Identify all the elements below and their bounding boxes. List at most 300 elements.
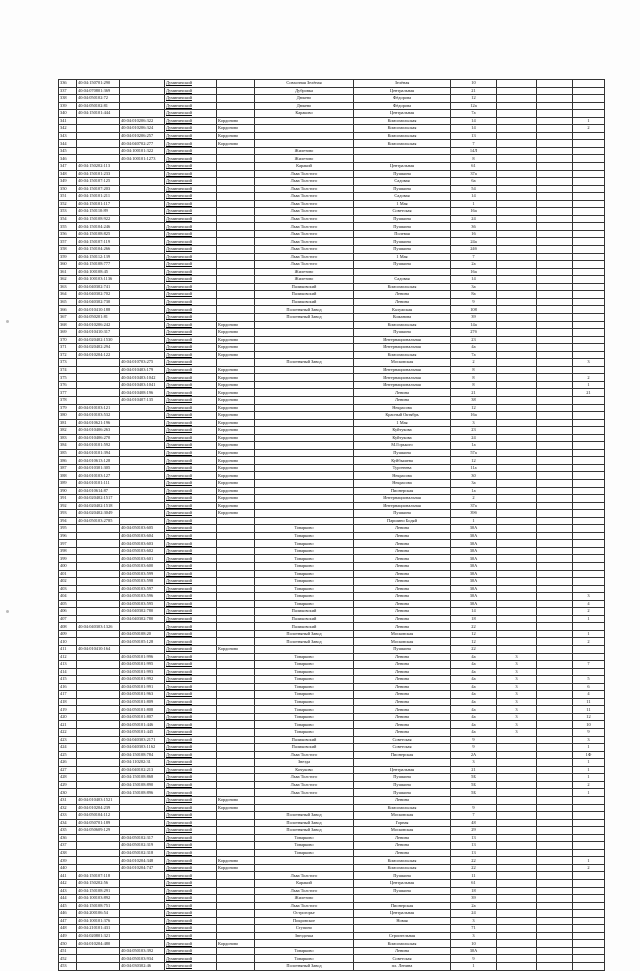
house-number-cell: 3а	[451, 479, 497, 487]
premises-extra-cell	[537, 412, 573, 420]
building-cell	[497, 917, 537, 925]
cadastral-number-building-cell	[77, 389, 120, 397]
cadastral-number-premises-cell	[120, 102, 165, 110]
apartment-cell	[573, 110, 605, 118]
row-number-cell: 421	[59, 721, 77, 729]
row-number-cell: 345	[59, 147, 77, 155]
building-cell	[497, 230, 537, 238]
row-number-cell: 438	[59, 849, 77, 857]
locality-cell	[255, 351, 354, 359]
apartment-cell	[573, 525, 605, 533]
settlement-kordonovo-cell	[217, 547, 255, 555]
cadastral-number-building-cell: 40:04:150101:117	[77, 200, 120, 208]
premises-extra-cell	[537, 819, 573, 827]
settlement-kordonovo-cell	[217, 238, 255, 246]
district-cell: Думиничский	[165, 487, 217, 495]
apartment-cell: 21	[573, 389, 605, 397]
cadastral-number-building-cell: 40:04:150107:203	[77, 185, 120, 193]
settlement-kordonovo-cell	[217, 163, 255, 171]
building-cell	[497, 366, 537, 374]
street-cell: Ленина	[354, 396, 451, 404]
cadastral-number-building-cell	[77, 781, 120, 789]
table-row	[59, 925, 605, 933]
street-cell: Ленина	[354, 563, 451, 571]
settlement-kordonovo-cell: Кордоново	[217, 419, 255, 427]
house-number-cell: 7	[451, 812, 497, 820]
apartment-cell	[573, 102, 605, 110]
settlement-kordonovo-cell	[217, 200, 255, 208]
building-cell	[497, 502, 537, 510]
cadastral-number-premises-cell: 40:04:050103:603	[120, 540, 165, 548]
district-cell: Думиничский	[165, 178, 217, 186]
house-number-cell: 3	[451, 759, 497, 767]
cadastral-number-premises-cell	[120, 261, 165, 269]
premises-extra-cell	[537, 329, 573, 337]
cadastral-number-building-cell: 40:04:150104:266	[77, 246, 120, 254]
row-number-cell: 441	[59, 872, 77, 880]
house-number-cell: 4а	[451, 653, 497, 661]
house-number-cell: 14	[451, 608, 497, 616]
district-cell: Думиничский	[165, 751, 217, 759]
premises-extra-cell	[537, 751, 573, 759]
cadastral-number-building-cell: 40:04:020402:1530	[77, 336, 120, 344]
row-number-cell: 357	[59, 238, 77, 246]
house-number-cell: 8	[451, 366, 497, 374]
district-cell: Думиничский	[165, 789, 217, 797]
cadastral-number-building-cell: 40:04:050102:81	[77, 102, 120, 110]
cadastral-number-building-cell: 40:04:150101:444	[77, 110, 120, 118]
street-cell: Центральная	[354, 110, 451, 118]
building-cell	[497, 834, 537, 842]
district-cell: Думиничский	[165, 366, 217, 374]
district-cell: Думиничский	[165, 744, 217, 752]
apartment-cell	[573, 668, 605, 676]
house-number-cell: 4а	[451, 691, 497, 699]
cadastral-number-building-cell: 40:04:100108:45	[77, 268, 120, 276]
table-row	[59, 864, 605, 872]
row-number-cell: 379	[59, 404, 77, 412]
cadastral-number-building-cell	[77, 638, 120, 646]
settlement-kordonovo-cell	[217, 879, 255, 887]
settlement-kordonovo-cell	[217, 721, 255, 729]
building-cell	[497, 125, 537, 133]
cadastral-number-premises-cell: 40:04:050102:318	[120, 849, 165, 857]
apartment-cell	[573, 623, 605, 631]
cadastral-number-building-cell	[77, 563, 120, 571]
building-cell	[497, 117, 537, 125]
table-row	[59, 932, 605, 940]
row-number-cell: 440	[59, 864, 77, 872]
table-row	[59, 366, 605, 374]
settlement-kordonovo-cell	[217, 178, 255, 186]
table-row	[59, 691, 605, 699]
street-cell: Ленина	[354, 532, 451, 540]
building-cell	[497, 887, 537, 895]
apartment-cell	[573, 412, 605, 420]
house-number-cell: 13	[451, 849, 497, 857]
table-row	[59, 698, 605, 706]
district-cell: Думиничский	[165, 155, 217, 163]
street-cell: Ленина	[354, 593, 451, 601]
house-number-cell: 21	[451, 87, 497, 95]
cadastral-number-premises-cell: 40:04:040302:780	[120, 608, 165, 616]
locality-cell: Паликовский	[255, 736, 354, 744]
district-cell: Думиничский	[165, 895, 217, 903]
row-number-cell: 437	[59, 842, 77, 850]
row-number-cell: 371	[59, 344, 77, 352]
cadastral-number-premises-cell	[120, 872, 165, 880]
cadastral-number-building-cell: 40:04:150101:211	[77, 193, 120, 201]
street-cell: пл. Ленина	[354, 962, 451, 970]
building-cell: 3	[497, 698, 537, 706]
settlement-kordonovo-cell: Кордоново	[217, 442, 255, 450]
apartment-cell	[573, 472, 605, 480]
apartment-cell: 1	[573, 766, 605, 774]
row-number-cell: 445	[59, 902, 77, 910]
house-number-cell: 16	[451, 230, 497, 238]
row-number-cell: 397	[59, 540, 77, 548]
locality-cell: Каракий	[255, 879, 354, 887]
district-cell: Думиничский	[165, 910, 217, 918]
street-cell: Ленина	[354, 585, 451, 593]
street-cell: Центральная	[354, 163, 451, 171]
row-number-cell: 377	[59, 389, 77, 397]
premises-extra-cell	[537, 796, 573, 804]
premises-extra-cell	[537, 215, 573, 223]
settlement-kordonovo-cell	[217, 819, 255, 827]
cadastral-number-premises-cell: 40:04:040102:213	[120, 766, 165, 774]
house-number-cell: 23	[451, 427, 497, 435]
row-number-cell: 336	[59, 80, 77, 88]
premises-extra-cell	[537, 879, 573, 887]
street-cell: Пушкина	[354, 646, 451, 654]
cadastral-number-premises-cell	[120, 819, 165, 827]
locality-cell	[255, 396, 354, 404]
table-row	[59, 615, 605, 623]
table-row	[59, 729, 605, 737]
premises-extra-cell	[537, 313, 573, 321]
apartment-cell	[573, 351, 605, 359]
street-cell: Ленина	[354, 691, 451, 699]
row-number-cell: 420	[59, 713, 77, 721]
cadastral-number-premises-cell: 40:04:040302:780	[120, 615, 165, 623]
cadastral-number-building-cell: 40:04:010204:480	[77, 940, 120, 948]
house-number-cell: 30А	[451, 578, 497, 586]
table-row	[59, 608, 605, 616]
table-row	[59, 336, 605, 344]
building-cell	[497, 819, 537, 827]
cadastral-number-building-cell: 40:04:040303:1326	[77, 623, 120, 631]
apartment-cell: 1	[573, 857, 605, 865]
apartment-cell	[573, 495, 605, 503]
cadastral-number-building-cell	[77, 947, 120, 955]
cadastral-number-premises-cell	[120, 87, 165, 95]
settlement-kordonovo-cell	[217, 540, 255, 548]
settlement-kordonovo-cell: Кордоново	[217, 125, 255, 133]
cadastral-number-premises-cell	[120, 404, 165, 412]
cadastral-number-premises-cell: 40:04:050101:992	[120, 676, 165, 684]
house-number-cell: 39	[451, 313, 497, 321]
cadastral-number-premises-cell	[120, 351, 165, 359]
locality-cell: Льва Толстого	[255, 230, 354, 238]
locality-cell	[255, 457, 354, 465]
building-cell	[497, 306, 537, 314]
building-cell	[497, 472, 537, 480]
table-row	[59, 268, 605, 276]
street-cell: Советская	[354, 955, 451, 963]
locality-cell: Льва Толстого	[255, 178, 354, 186]
premises-extra-cell	[537, 117, 573, 125]
cadastral-number-building-cell: 40:04:150107:118	[77, 872, 120, 880]
building-cell	[497, 857, 537, 865]
district-cell: Думиничский	[165, 849, 217, 857]
cadastral-number-building-cell	[77, 849, 120, 857]
street-cell: Интернациональная	[354, 495, 451, 503]
locality-cell: Звездочка	[255, 932, 354, 940]
house-number-cell: 48	[451, 819, 497, 827]
row-number-cell: 426	[59, 759, 77, 767]
street-cell: Пушкина	[354, 887, 451, 895]
district-cell: Думиничский	[165, 872, 217, 880]
cadastral-number-building-cell	[77, 706, 120, 714]
building-cell	[497, 517, 537, 525]
settlement-kordonovo-cell	[217, 608, 255, 616]
apartment-cell	[573, 449, 605, 457]
settlement-kordonovo-cell: Кордоново	[217, 412, 255, 420]
premises-extra-cell	[537, 713, 573, 721]
premises-extra-cell	[537, 404, 573, 412]
apartment-cell: 1	[573, 630, 605, 638]
building-cell	[497, 298, 537, 306]
premises-extra-cell	[537, 615, 573, 623]
apartment-cell	[573, 238, 605, 246]
settlement-kordonovo-cell	[217, 80, 255, 88]
district-cell: Думиничский	[165, 932, 217, 940]
apartment-cell	[573, 827, 605, 835]
building-cell	[497, 246, 537, 254]
district-cell: Думиничский	[165, 940, 217, 948]
district-cell: Думиничский	[165, 653, 217, 661]
row-number-cell: 342	[59, 125, 77, 133]
building-cell	[497, 95, 537, 103]
premises-extra-cell	[537, 781, 573, 789]
settlement-kordonovo-cell	[217, 253, 255, 261]
row-number-cell: 394	[59, 517, 77, 525]
premises-extra-cell	[537, 872, 573, 880]
row-number-cell: 360	[59, 261, 77, 269]
building-cell	[497, 200, 537, 208]
premises-extra-cell	[537, 472, 573, 480]
district-cell: Думиничский	[165, 827, 217, 835]
locality-cell	[255, 857, 354, 865]
row-number-cell: 355	[59, 223, 77, 231]
street-cell	[354, 268, 451, 276]
cadastral-number-building-cell: 40:04:010204:122	[77, 351, 120, 359]
table-row	[59, 872, 605, 880]
street-cell: Пионерская	[354, 487, 451, 495]
building-cell	[497, 442, 537, 450]
cadastral-number-building-cell	[77, 789, 120, 797]
cadastral-number-premises-cell	[120, 412, 165, 420]
premises-extra-cell	[537, 434, 573, 442]
table-row	[59, 449, 605, 457]
table-row	[59, 661, 605, 669]
house-number-cell: 6а	[451, 178, 497, 186]
locality-cell: Караково	[255, 110, 354, 118]
locality-cell: Жилетово	[255, 895, 354, 903]
premises-extra-cell	[537, 812, 573, 820]
premises-extra-cell	[537, 706, 573, 714]
row-number-cell: 340	[59, 110, 77, 118]
locality-cell	[255, 510, 354, 518]
settlement-kordonovo-cell	[217, 691, 255, 699]
cadastral-number-premises-cell: 40:04:050103:604	[120, 532, 165, 540]
apartment-cell	[573, 200, 605, 208]
cadastral-number-premises-cell: 40:04:050103:601	[120, 555, 165, 563]
apartment-cell: 1	[573, 744, 605, 752]
cadastral-number-premises-cell	[120, 178, 165, 186]
premises-extra-cell	[537, 366, 573, 374]
table-row	[59, 578, 605, 586]
table-row	[59, 525, 605, 533]
settlement-kordonovo-cell	[217, 955, 255, 963]
settlement-kordonovo-cell	[217, 827, 255, 835]
premises-extra-cell	[537, 125, 573, 133]
building-cell	[497, 744, 537, 752]
row-number-cell: 413	[59, 661, 77, 669]
locality-cell: Полотняный Завод	[255, 359, 354, 367]
locality-cell: Товарково	[255, 842, 354, 850]
apartment-cell	[573, 147, 605, 155]
cadastral-number-premises-cell: 40:04:050101:809	[120, 698, 165, 706]
building-cell	[497, 570, 537, 578]
settlement-kordonovo-cell	[217, 223, 255, 231]
settlement-kordonovo-cell	[217, 306, 255, 314]
building-cell	[497, 268, 537, 276]
building-cell	[497, 902, 537, 910]
premises-extra-cell	[537, 230, 573, 238]
premises-extra-cell	[537, 940, 573, 948]
table-row	[59, 102, 605, 110]
premises-extra-cell	[537, 517, 573, 525]
locality-cell: Товарково	[255, 570, 354, 578]
premises-extra-cell	[537, 193, 573, 201]
table-row	[59, 140, 605, 148]
cadastral-number-building-cell	[77, 578, 120, 586]
cadastral-number-building-cell: 40:04:010103:127	[77, 472, 120, 480]
cadastral-number-building-cell	[77, 570, 120, 578]
house-number-cell: 14	[451, 125, 497, 133]
house-number-cell: 12	[451, 457, 497, 465]
row-number-cell: 352	[59, 200, 77, 208]
house-number-cell: 71	[451, 925, 497, 933]
apartment-cell	[573, 812, 605, 820]
settlement-kordonovo-cell	[217, 268, 255, 276]
cadastral-number-premises-cell: 40:04:050103:599	[120, 570, 165, 578]
row-number-cell: 350	[59, 185, 77, 193]
building-cell: 3	[497, 653, 537, 661]
building-cell	[497, 910, 537, 918]
district-cell: Думиничский	[165, 578, 217, 586]
cadastral-number-building-cell	[77, 532, 120, 540]
locality-cell: Полотняный Завод	[255, 638, 354, 646]
building-cell	[497, 215, 537, 223]
premises-extra-cell	[537, 570, 573, 578]
building-cell	[497, 336, 537, 344]
settlement-kordonovo-cell	[217, 623, 255, 631]
street-cell: Пушкина	[354, 872, 451, 880]
locality-cell: Полотняный Завод	[255, 819, 354, 827]
cadastral-number-building-cell: 40:04:010103:532	[77, 412, 120, 420]
row-number-cell: 369	[59, 329, 77, 337]
table-row	[59, 668, 605, 676]
cadastral-number-building-cell	[77, 691, 120, 699]
district-cell: Думиничский	[165, 200, 217, 208]
district-cell: Думиничский	[165, 608, 217, 616]
house-number-cell: 24б	[451, 246, 497, 254]
row-number-cell: 448	[59, 925, 77, 933]
cadastral-number-building-cell	[77, 381, 120, 389]
street-cell: Интернациональная	[354, 366, 451, 374]
apartment-cell: 11	[573, 706, 605, 714]
district-cell: Думиничский	[165, 563, 217, 571]
table-row	[59, 404, 605, 412]
street-cell: Зелёная	[354, 80, 451, 88]
premises-extra-cell	[537, 608, 573, 616]
apartment-cell	[573, 895, 605, 903]
apartment-cell	[573, 223, 605, 231]
building-cell	[497, 751, 537, 759]
cadastral-number-building-cell: 40:04:010613:128	[77, 457, 120, 465]
building-cell	[497, 555, 537, 563]
row-number-cell: 390	[59, 487, 77, 495]
row-number-cell: 407	[59, 615, 77, 623]
cadastral-number-premises-cell: 40:04:150108:868	[120, 774, 165, 782]
row-number-cell: 359	[59, 253, 77, 261]
locality-cell: Паликовский	[255, 608, 354, 616]
row-number-cell: 382	[59, 427, 77, 435]
settlement-kordonovo-cell	[217, 676, 255, 684]
settlement-kordonovo-cell	[217, 298, 255, 306]
cadastral-number-premises-cell: 40:04:050103:605	[120, 525, 165, 533]
cadastral-number-premises-cell	[120, 200, 165, 208]
cadastral-number-building-cell	[77, 374, 120, 382]
locality-cell: Товарково	[255, 849, 354, 857]
table-row	[59, 434, 605, 442]
street-cell: Куйтукова	[354, 434, 451, 442]
premises-extra-cell	[537, 540, 573, 548]
row-number-cell: 378	[59, 396, 77, 404]
street-cell: Ленина	[354, 834, 451, 842]
house-number-cell: 2	[451, 359, 497, 367]
premises-extra-cell	[537, 276, 573, 284]
apartment-cell	[573, 404, 605, 412]
building-cell	[497, 487, 537, 495]
district-cell: Думиничский	[165, 193, 217, 201]
premises-extra-cell	[537, 766, 573, 774]
building-cell	[497, 736, 537, 744]
settlement-kordonovo-cell: Кордоново	[217, 434, 255, 442]
apartment-cell	[573, 819, 605, 827]
cadastral-number-building-cell	[77, 729, 120, 737]
street-cell: Куйтукова	[354, 427, 451, 435]
building-cell	[497, 781, 537, 789]
street-cell: Пушкина	[354, 789, 451, 797]
house-number-cell: 14Л	[451, 147, 497, 155]
house-number-cell: 37а	[451, 502, 497, 510]
cadastral-number-building-cell	[77, 962, 120, 970]
apartment-cell	[573, 185, 605, 193]
